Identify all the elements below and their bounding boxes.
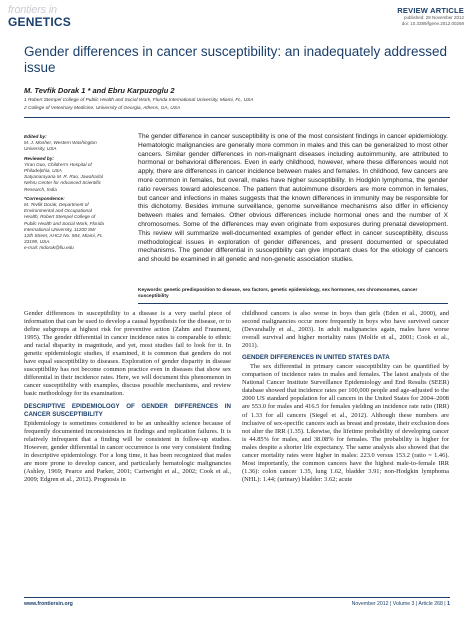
edited-by-label: Edited by: [24, 134, 47, 139]
page-number: 1 [447, 601, 450, 607]
section-heading: GENDER DIFFERENCES IN UNITED STATES DATA [242, 354, 390, 362]
journal-logo[interactable] [8, 4, 71, 29]
reviewed-by-label: Reviewed by: [24, 155, 54, 161]
article-title: Gender differences in cancer susceptibility: an inadequately addressed issue [24, 44, 448, 75]
body-column-right [242, 310, 449, 484]
doi-link[interactable]: doi: 10.3389/fgene.2012.00268 [401, 21, 464, 26]
section-heading: DESCRIPTIVE EPIDEMIOLOGY OF GENDER DIFFERENCES IN CANCER SUSCEPTIBILITY [24, 402, 231, 418]
published-date: published: 28 November 2012 [403, 15, 464, 20]
article-type: REVIEW ARTICLE [397, 6, 464, 15]
correspondence-email[interactable]: e-mail: mdorak@fiu.edu [24, 245, 74, 251]
journal-header [0, 0, 474, 40]
logo-top-text: frontiers in [8, 4, 57, 16]
journal-url[interactable]: www.frontiersin.org [24, 601, 73, 607]
logo-bottom-text: GENETICS [8, 15, 71, 29]
reviewer-2: Satyanarayana M. R. Rao, Jawaharlal Nehru Center for Advanced Scientific Research, India [24, 174, 103, 192]
editor-name: M. J. Mosher, Western Washington University, USA [24, 140, 97, 152]
affiliation-1: 1 Robert Stempel College of Public Health and Social Work, Florida International University, Miami, FL, USA [24, 98, 254, 103]
body-paragraph: childhood cancers is also worse in boys than girls (Eden et al., 2000), and second malignancies occur more frequently in boys who have survived cancer (Devarahally et al., 2003). In adult malignancies again, males have worse overall survival and higher mortality rates (Molife et al., 2001; Cook et al., 2011). [242, 310, 449, 350]
editorial-sidebar [24, 134, 104, 255]
keywords [138, 288, 448, 301]
author-list: M. Tevfik Dorak 1 * and Ebru Karpuzoglu 2 [24, 86, 175, 95]
header-divider [24, 117, 450, 118]
correspondence-label: *Correspondence: [24, 195, 65, 201]
affiliation-2: 2 College of Veterinary Medicine, University of Georgia, Athens, GA, USA [24, 106, 181, 111]
footer-divider [24, 597, 450, 598]
journal-info: November 2012 | Volume 3 | Article 268 | [351, 601, 446, 607]
keywords-label: Keywords: [138, 288, 163, 293]
journal-citation [352, 601, 450, 607]
correspondence-address: M. Tevfik Dorak, Department of Environmental and Occupational Health, Robert Stempel College of Public Health and Social Work, Florida International University, 11200 SW 12th Street, AHC2 No. 584, Miami, FL 33199, USA. [24, 202, 104, 245]
intro-paragraph: Gender differences in susceptibility to a disease is a very useful piece of information that can be used to develop a causal hypothesis for the disease, or to define subgroups at highest risk for preventive action (Zahm and Fraumeni, 1995). The gender differential in cancer incidence rates is comparable to ethnic and racial disparity in magnitude, and yet, most studies fail to look for it. In genetic epidemiologic studies, if examined, it is common that genders do not have equal susceptibility to diseases. Exploration of gender disparity in disease susceptibility has not become common practice even in diseases that show sex differential in their incidence rates. Here, we will document this phenomenon in cancer susceptibility with examples, discuss possible mechanisms, and review basic methodology for its examination. [24, 310, 231, 398]
abstract: The gender difference in cancer susceptibility is one of the most consistent findings in cancer epidemiology. Hematologic malignancies are generally more common in males and this can be generalized to most other cancers. Similar gender differences in non-malignant diseases including autoimmunity, are attributed to hormonal or behavioral differences. Even in early childhood, however, where these differences would not apply, there are differences in cancer incidence between males and females. In childhood, few cancers are more common in females, but overall, males have higher susceptibility. In Hodgkin lymphoma, the gender ratio reverses toward adolescence. The pattern that autoimmune disorders are more common in females, but cancer and infections in males suggests that the known differences in immunity may be responsible for this dichotomy. Besides immune surveillance, genome surveillance mechanisms also differ in efficiency between males and females. Other obvious differences include hormonal ones and the number of X chromosomes. Some of the differences may even originate from exposures during prenatal development. This review will summarize well-documented examples of gender effect in cancer susceptibility, discuss methodological issues in exploration of gender differences, and present documented or speculated mechanisms. The gender differential in susceptibility can give important clues for the etiology of cancers and should be examined in all genetic and non-genetic association studies. [138, 133, 448, 264]
reviewer-1: Yiran Guo, Children's Hospital of Philadelphia, USA [24, 161, 92, 174]
body-column-left [24, 310, 231, 484]
keywords-list: genetic predisposition to disease, sex factors, genetic epidemiology, sex hormones, sex chromosomes, cancer susceptibility [138, 288, 418, 300]
article-meta [397, 6, 464, 27]
body-paragraph: The sex differential in primary cancer susceptibility can be quantified by comparison of incidence rates in males and females. The latest analysis of the National Cancer Institute Surveillance Epidemiology and End Results (SEER) database showed that incidence rates per 100,000 people and age-adjusted to the 2000 US standard population for all cancers in the United States for 2004–2008 are 553.0 for males and 416.5 for females yielding an incidence rate ratio (IRR) of 1.33 for all cancers (Siegel et al., 2012). Although these numbers are inclusive of sex-specific cancers such as breast and prostate, their exclusion does not alter the IRR (1.35). Likewise, the lifetime probability of developing cancer is 44.85% for males, and 38.08% for females. The probability is higher for males despite a shorter life expectancy. The same analysis also showed that the cancer mortality rates were higher in males: 223.0 versus 153.2 (ratio = 1.46). Most importantly, the common cancers have the highest male-to-female IRR (1.36): colon cancer 1.35, lung 1.62, bladder 3.91; non-Hodgkin lymphoma (NHL): 1.44; (urinary) bladder: 3.62; acute [242, 363, 449, 483]
body-paragraph: Epidemiology is sometimes considered to be an unhealthy science because of frequently documented inconsistencies in findings and replication failures. It is relatively infrequent that a finding will be consistent in follow-up studies. However, gender differential in cancer occurrence is one very consistent finding in descriptive epidemiology. For a long time, it has been recognized that males are more prone to develop cancer, and particularly hematologic malignancies (Ashley, 1969; Pearce and Parker, 2001; Cartwright et al., 2002; Cook et al., 2009; Edgren et al., 2012). Prognosis in [24, 419, 231, 483]
abstract-divider [138, 303, 448, 304]
